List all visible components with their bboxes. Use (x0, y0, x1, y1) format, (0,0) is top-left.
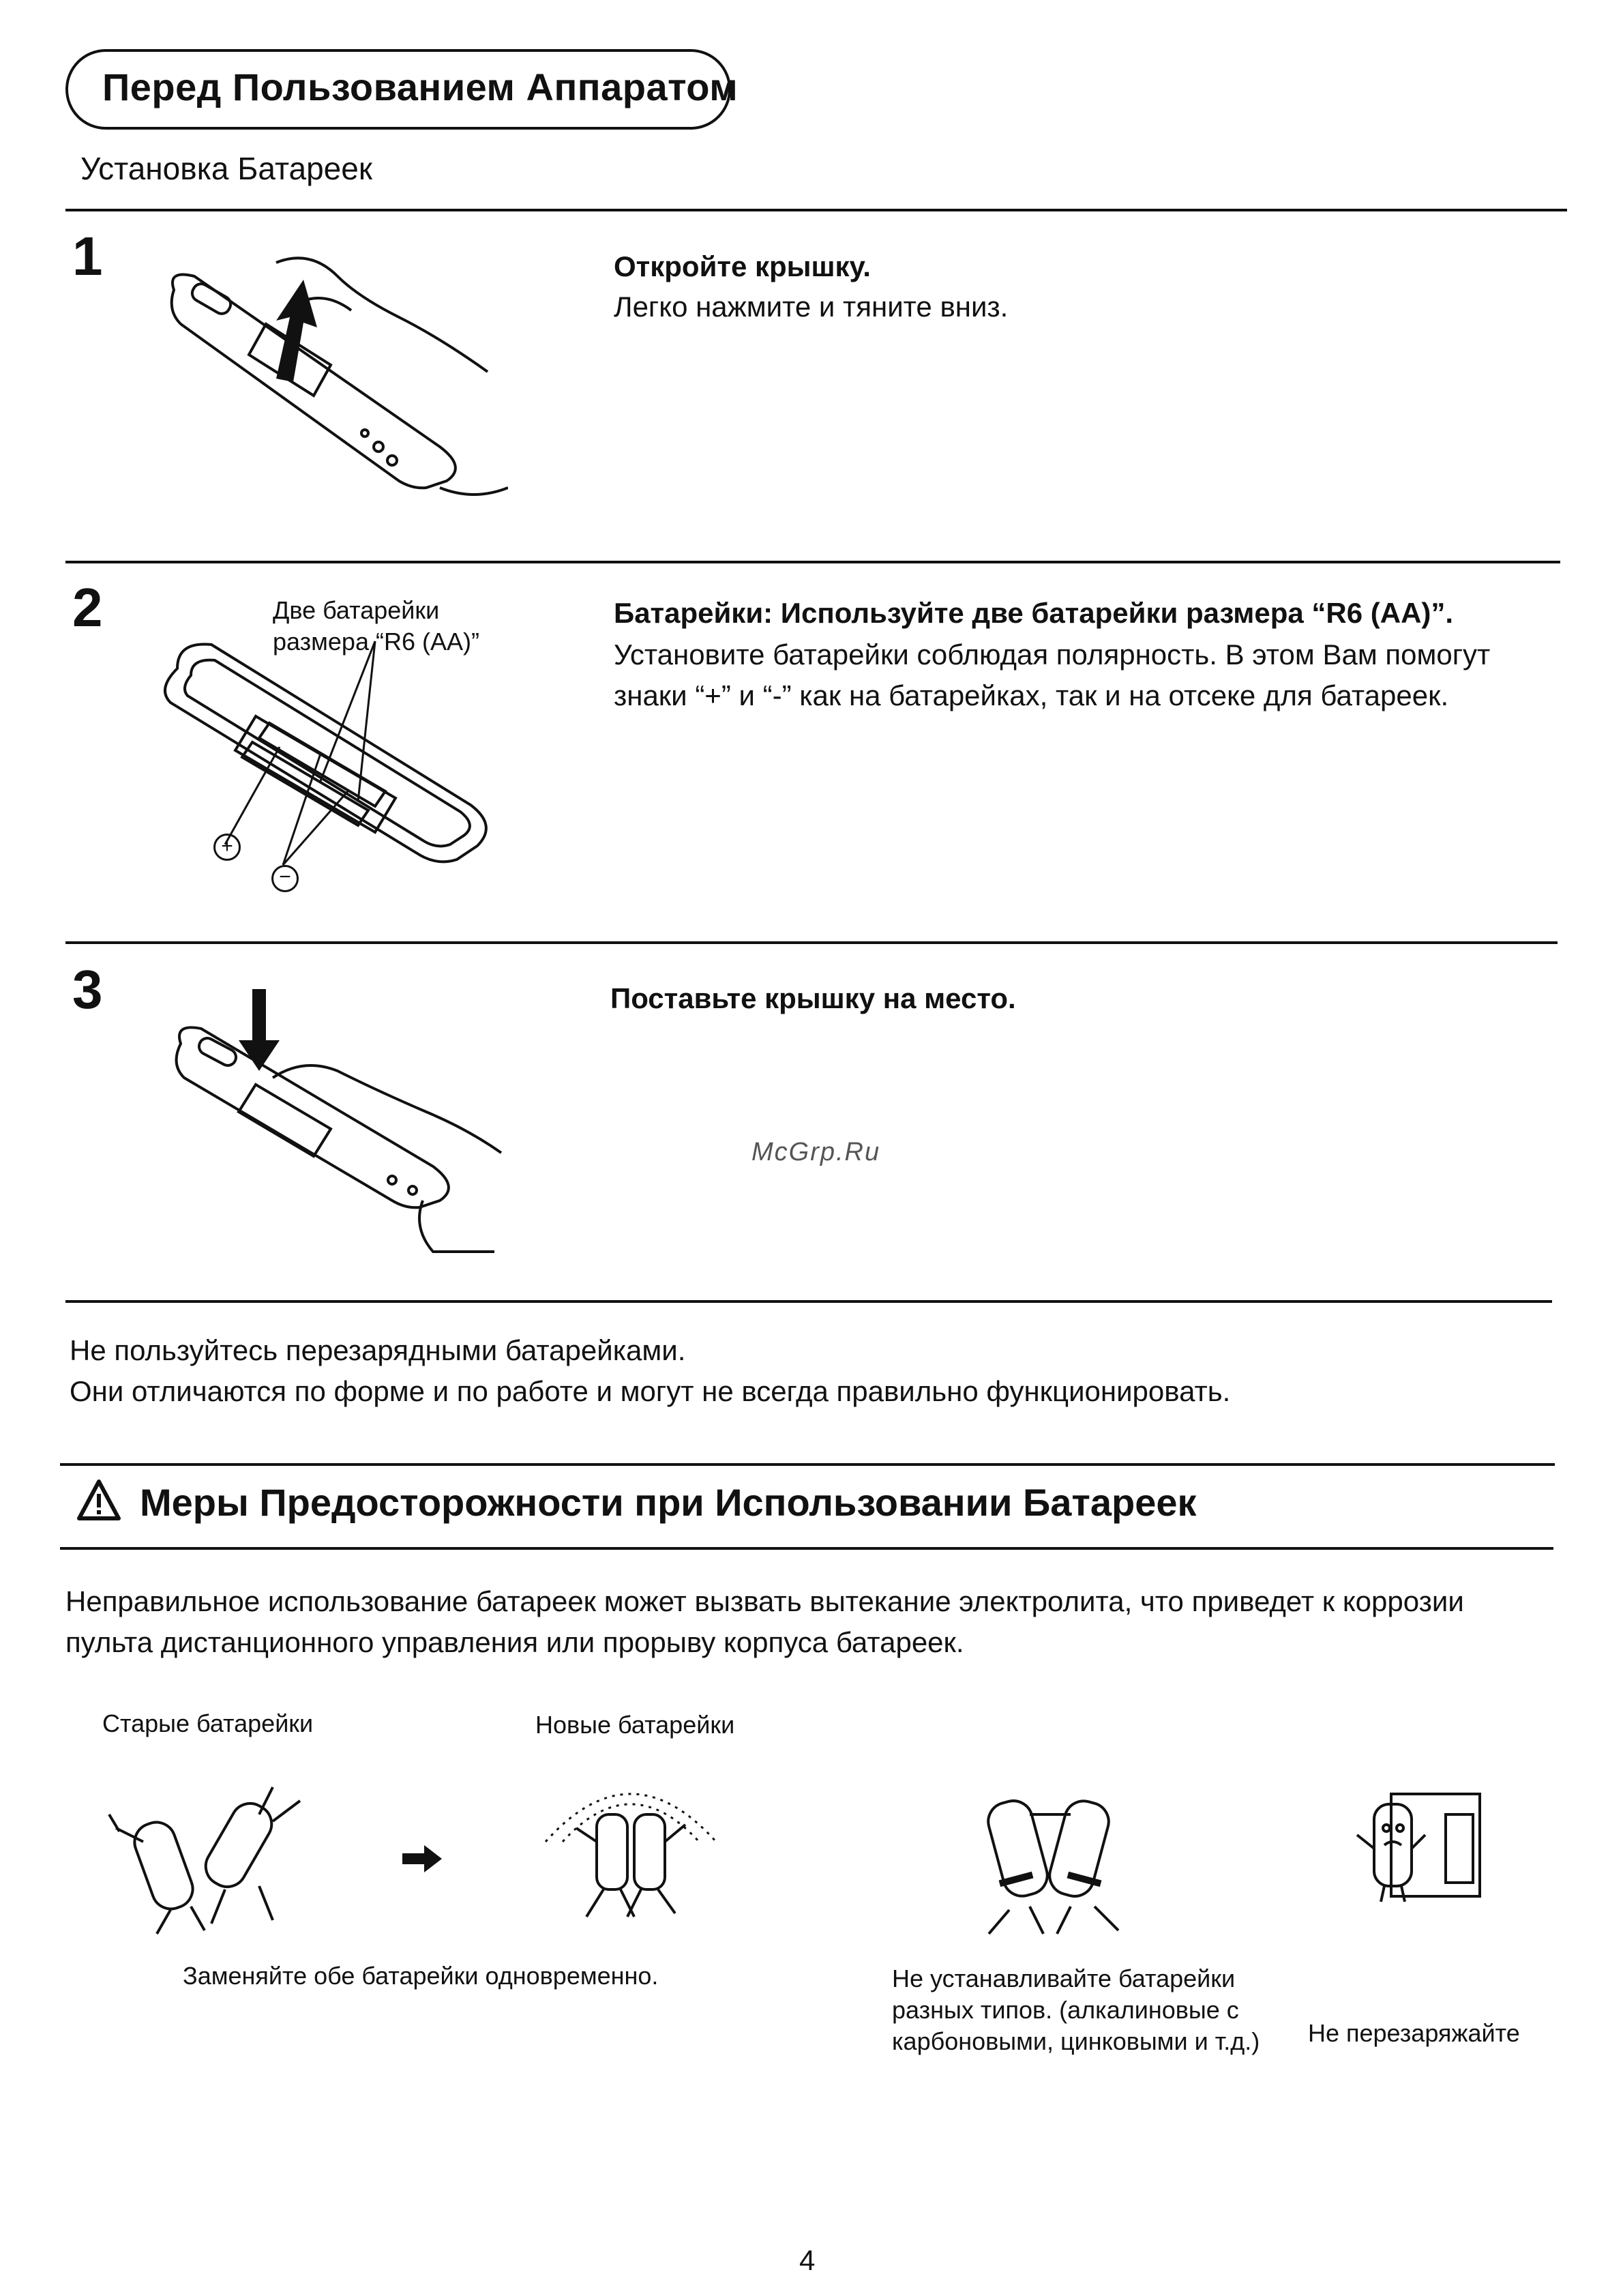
replace-caption: Заменяйте обе батарейки одновременно. (183, 1962, 659, 1990)
step-body: Легко нажмите и тяните вниз. (614, 291, 1009, 323)
right-arrow-icon (402, 1845, 443, 1876)
mix-caption (892, 1963, 1260, 2057)
mix-caption-line: разных типов. (алкалиновые с (892, 1996, 1239, 2024)
divider (65, 561, 1560, 563)
recharge-caption: Не перезаряжайте (1308, 2019, 1520, 2047)
divider (60, 1463, 1555, 1466)
step-number: 3 (72, 959, 103, 1020)
precautions-line: пульта дистанционного управления или прорыву корпуса батареек. (65, 1626, 964, 1658)
section-subtitle: Установка Батареек (80, 151, 372, 186)
callout-line: размера “R6 (AA)” (273, 628, 479, 656)
step-body (614, 634, 1490, 716)
new-batteries-label: Новые батарейки (535, 1711, 735, 1739)
old-batteries-illustration (102, 1773, 321, 1937)
warning-triangle-icon (76, 1479, 121, 1525)
page-number: 4 (799, 2244, 816, 2276)
plus-polarity-mark: + (213, 834, 241, 861)
callout-line: Две батарейки (273, 596, 440, 624)
watermark: McGrp.Ru (751, 1138, 881, 1166)
step-number: 2 (72, 577, 103, 638)
page-title: Перед Пользованием Аппаратом (102, 65, 739, 108)
mix-caption-line: карбоновыми, цинковыми и т.д.) (892, 2027, 1260, 2055)
mixed-batteries-illustration (955, 1773, 1146, 1937)
divider (65, 941, 1558, 944)
remote-close-cover-illustration (153, 982, 508, 1255)
divider (60, 1547, 1553, 1550)
precautions-line: Неправильное использование батареек может вызвать вытекание электролита, что приведет к коррозии (65, 1585, 1464, 1617)
step-number: 1 (72, 226, 103, 286)
note-line: Не пользуйтесь перезарядными батарейками. (70, 1334, 686, 1366)
minus-polarity-mark: − (271, 865, 299, 892)
step-heading: Откройте крышку. (614, 250, 871, 282)
note-line: Они отличаются по форме и по работе и могут не всегда правильно функционировать. (70, 1375, 1231, 1407)
step-heading: Батарейки: Используйте две батарейки размера “R6 (AA)”. (614, 597, 1454, 629)
step-heading: Поставьте крышку на место. (610, 982, 1016, 1014)
mix-caption-line: Не устанавливайте батарейки (892, 1964, 1236, 1992)
recharge-illustration (1354, 1787, 1490, 1903)
divider (65, 209, 1567, 211)
divider (65, 1300, 1552, 1303)
remote-open-cover-illustration (153, 242, 508, 508)
step-body-line: знаки “+” и “-” как на батарейках, так и на отсеке для батареек. (614, 679, 1449, 711)
rechargeable-note (70, 1330, 1230, 1412)
new-batteries-illustration (539, 1767, 723, 1924)
step-body-line: Установите батарейки соблюдая полярность. В этом Вам помогут (614, 638, 1491, 671)
precautions-heading: Меры Предосторожности при Использовании Батареек (140, 1481, 1197, 1524)
precautions-body (65, 1581, 1566, 1663)
old-batteries-label: Старые батарейки (102, 1709, 314, 1737)
battery-compartment-illustration (150, 628, 505, 900)
